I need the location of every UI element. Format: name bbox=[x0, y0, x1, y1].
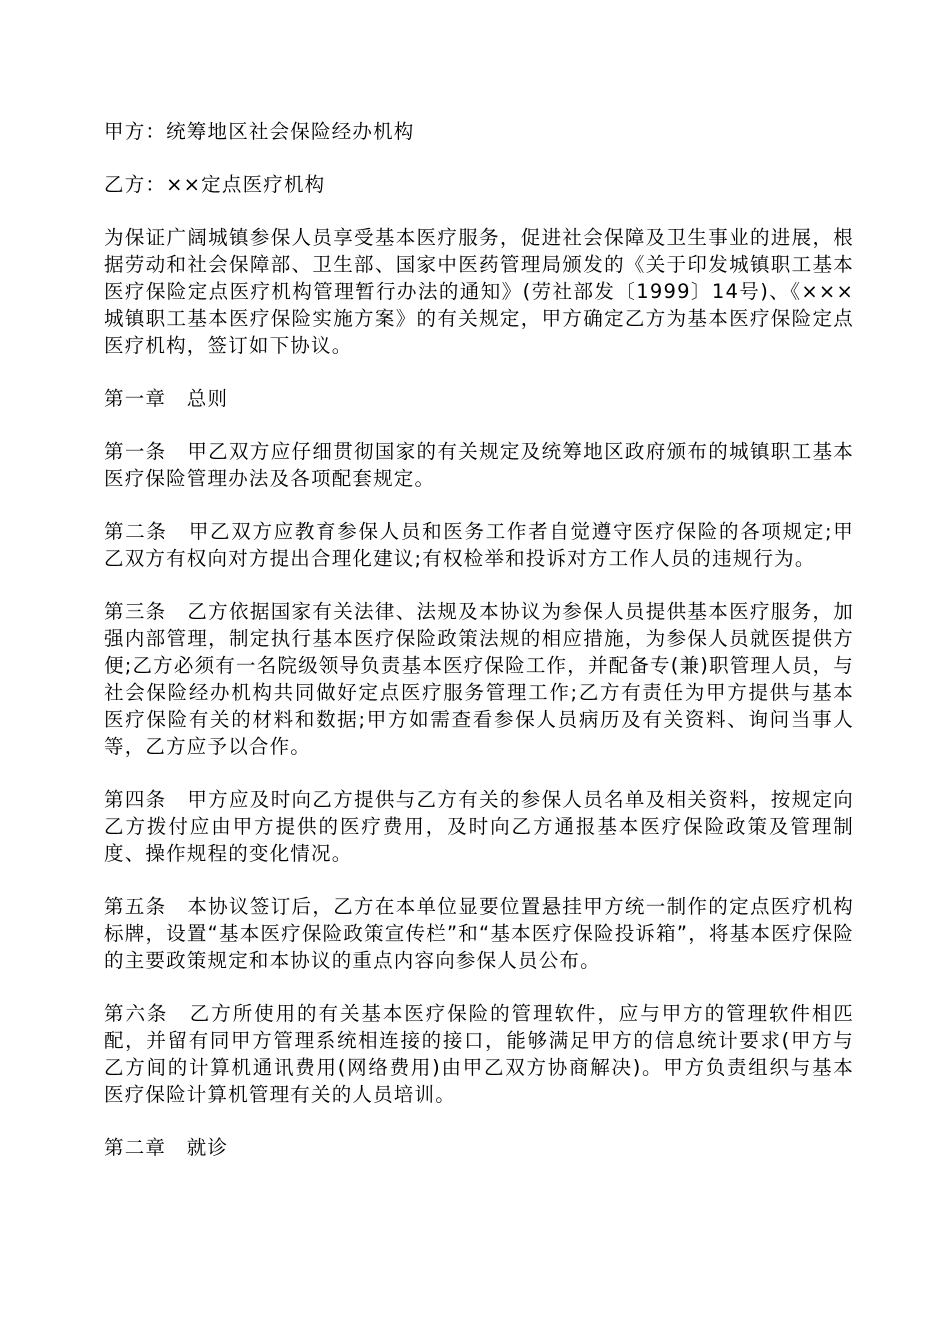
article-6: 第六条 乙方所使用的有关基本医疗保险的管理软件，应与甲方的管理软件相匹配，并留有同甲方管理系统相连接的接口，能够满足甲方的信息统计要求(甲方与乙方间的计算机通讯费用(网络费用)由甲乙双方协商解决)。甲方负责组织与基本医疗保险计算机管理有关的人员培训。 bbox=[104, 1002, 854, 1106]
chapter-1-heading: 第一章 总则 bbox=[104, 387, 229, 410]
party-a: 甲方：统筹地区社会保险经办机构 bbox=[104, 120, 415, 143]
document-page bbox=[104, 118, 854, 1187]
party-b: 乙方：××定点医疗机构 bbox=[104, 173, 326, 196]
preamble-paragraph: 为保证广阔城镇参保人员享受基本医疗服务，促进社会保障及卫生事业的进展，根据劳动和社会保障部、卫生部、国家中医药管理局颁发的《关于印发城镇职工基本医疗保险定点医疗机构管理暂行办法的通知》(劳社部发〔1999〕14号)、《×××城镇职工基本医疗保险实施方案》的有关规定，甲方确定乙方为基本医疗保险定点医疗机构，签订如下协议。 bbox=[104, 226, 854, 357]
article-5: 第五条 本协议签订后，乙方在本单位显要位置悬挂甲方统一制作的定点医疗机构标牌，设置“基本医疗保险政策宣传栏”和“基本医疗保险投诉箱”，将基本医疗保险的主要政策规定和本协议的重点内容向参保人员公布。 bbox=[104, 895, 854, 972]
article-1: 第一条 甲乙双方应仔细贯彻国家的有关规定及统筹地区政府颁布的城镇职工基本医疗保险管理办法及各项配套规定。 bbox=[104, 440, 854, 490]
article-4: 第四条 甲方应及时向乙方提供与乙方有关的参保人员名单及相关资料，按规定向乙方拨付应由甲方提供的医疗费用，及时向乙方通报基本医疗保险政策及管理制度、操作规程的变化情况。 bbox=[104, 788, 854, 865]
chapter-2-heading: 第二章 就诊 bbox=[104, 1136, 229, 1159]
article-3: 第三条 乙方依据国家有关法律、法规及本协议为参保人员提供基本医疗服务，加强内部管理，制定执行基本医疗保险政策法规的相应措施，为参保人员就医提供方便;乙方必须有一名院级领导负责基本医疗保险工作，并配备专(兼)职管理人员，与社会保险经办机构共同做好定点医疗服务管理工作;乙方有责任为甲方提供与基本医疗保险有关的材料和数据;甲方如需查看参保人员病历及有关资料、询问当事人等，乙方应予以合作。 bbox=[104, 600, 854, 758]
article-2: 第二条 甲乙双方应教育参保人员和医务工作者自觉遵守医疗保险的各项规定;甲乙双方有权向对方提出合理化建议;有权检举和投诉对方工作人员的违规行为。 bbox=[104, 520, 854, 570]
